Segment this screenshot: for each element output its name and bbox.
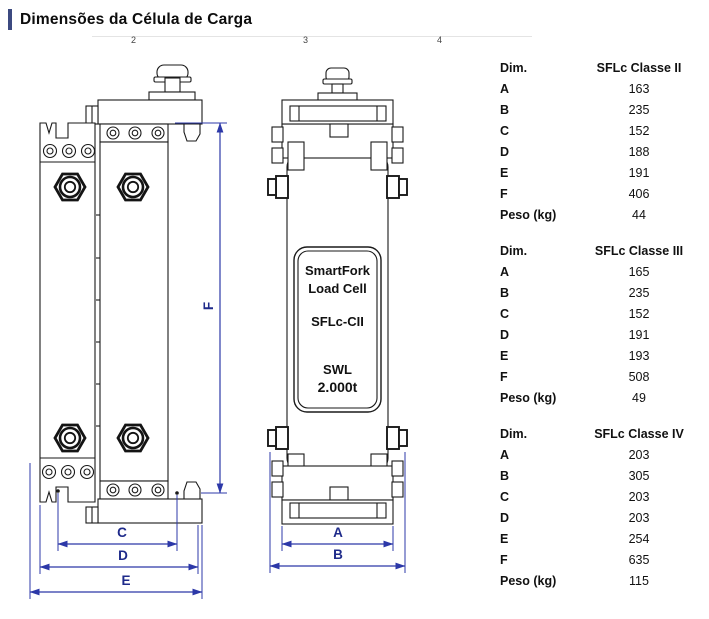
dim-value: 235: [628, 103, 650, 117]
dim-label: E: [500, 166, 509, 180]
table-row: [500, 142, 704, 163]
side-tab: [392, 461, 403, 476]
dim-value: 254: [628, 532, 650, 546]
nameplate: [294, 247, 381, 412]
dim-value: 203: [628, 448, 650, 462]
dim-value: 165: [628, 265, 650, 279]
dim-label: Peso (kg): [500, 391, 557, 405]
table-dim-header: Dim.: [500, 427, 528, 441]
table-row: [500, 388, 704, 409]
bottom-center-tab: [330, 487, 348, 500]
dim-value: 508: [628, 370, 650, 384]
table-row: [500, 121, 704, 142]
dim-value: 44: [632, 208, 646, 222]
ruler-mark-3: 3: [303, 35, 309, 45]
table-row: [500, 487, 704, 508]
dim-label: Peso (kg): [500, 574, 557, 588]
dim-label: A: [500, 448, 510, 462]
page-title: Dimensões da Célula de Carga: [20, 10, 253, 28]
dim-value: 203: [628, 490, 650, 504]
dim-label: E: [500, 532, 509, 546]
seam-ticks: [96, 215, 100, 426]
plug-lip: [323, 79, 352, 84]
side-tab: [272, 482, 283, 497]
dim-label: C: [500, 490, 510, 504]
dim-value: 163: [628, 82, 650, 96]
bottom-hook-tab: [184, 482, 200, 499]
dim-label: B: [500, 469, 510, 483]
table-row: [500, 262, 704, 283]
table-row: [500, 346, 704, 367]
table-row: [500, 304, 704, 325]
side-tab: [392, 148, 403, 163]
dim-value: 235: [628, 286, 650, 300]
dim-label: F: [500, 553, 508, 567]
front-view-drawing: [268, 68, 407, 573]
table-row: [500, 571, 704, 592]
table-row: [500, 367, 704, 388]
nameplate-brand-line1: SmartFork: [304, 263, 371, 278]
technical-drawing: [0, 50, 470, 619]
dim-label: D: [500, 328, 510, 342]
plug-stem: [332, 84, 343, 93]
table-class-header: SFLc Classe II: [596, 61, 682, 75]
dim-label: F: [500, 370, 508, 384]
nameplate-swl-value: 2.000t: [317, 379, 358, 395]
front-body-bottom-bolts: [107, 484, 164, 496]
table-row: [500, 184, 704, 205]
dim-label: F: [500, 187, 508, 201]
side-tab: [272, 461, 283, 476]
table-row: [500, 325, 704, 346]
top-center-tab: [330, 124, 348, 137]
top-slot: [290, 106, 386, 121]
side-view-drawing: [30, 65, 227, 599]
dim-label-f: F: [201, 301, 216, 311]
top-left-post: [288, 142, 304, 170]
dim-label: B: [500, 286, 510, 300]
dimension-F: [175, 123, 227, 493]
dim-label-b: B: [333, 547, 343, 562]
nameplate-model: SFLc-CII: [311, 314, 364, 329]
table-dim-header: Dim.: [500, 61, 528, 75]
dim-label: Peso (kg): [500, 208, 557, 222]
table-class-header: SFLc Classe III: [594, 244, 684, 258]
dim-label: B: [500, 103, 510, 117]
title-accent-bar: [8, 9, 12, 30]
dim-value: 49: [632, 391, 646, 405]
dim-value: 635: [628, 553, 650, 567]
page-header: [8, 9, 252, 30]
table-row: [500, 283, 704, 304]
dim-value: 203: [628, 511, 650, 525]
bottom-slot: [290, 503, 386, 518]
table-class-header: SFLc Classe IV: [594, 427, 684, 441]
table-row: [500, 445, 704, 466]
dim-value: 191: [628, 166, 650, 180]
dim-label-e: E: [121, 573, 131, 588]
dims-table-classe-iv: [500, 424, 704, 592]
dim-label: A: [500, 265, 510, 279]
table-row: [500, 508, 704, 529]
dim-label: E: [500, 349, 509, 363]
dim-value: 152: [628, 124, 650, 138]
plug-stem: [165, 78, 180, 92]
table-row: [500, 100, 704, 121]
front-body-top-bolts: [107, 127, 164, 139]
top-cap: [98, 100, 202, 124]
top-right-post: [371, 142, 387, 170]
dims-table-classe-ii: [500, 58, 704, 226]
dim-value: 152: [628, 307, 650, 321]
dim-label-d: D: [118, 548, 128, 563]
table-row: [500, 205, 704, 226]
dim-value: 191: [628, 328, 650, 342]
table-row: [500, 550, 704, 571]
dim-label: D: [500, 145, 510, 159]
side-tab: [392, 127, 403, 142]
table-row: [500, 79, 704, 100]
plug-base: [149, 92, 195, 100]
dim-label-a: A: [333, 525, 343, 540]
top-hook-tab: [184, 124, 200, 141]
dim-label: A: [500, 82, 510, 96]
bottom-cap: [98, 499, 202, 523]
table-header-row: [500, 241, 704, 262]
dim-value: 305: [628, 469, 650, 483]
dim-value: 188: [628, 145, 650, 159]
table-header-row: [500, 424, 704, 445]
side-tab: [392, 482, 403, 497]
side-tab: [272, 148, 283, 163]
dim-value: 406: [628, 187, 650, 201]
dimension-tables: [500, 58, 704, 607]
dim-label: C: [500, 124, 510, 138]
dim-label: C: [500, 307, 510, 321]
table-dim-header: Dim.: [500, 244, 528, 258]
ruler-mark-2: 2: [131, 35, 137, 45]
dims-table-classe-iii: [500, 241, 704, 409]
nameplate-swl-label: SWL: [323, 362, 352, 377]
ruler-line: [92, 36, 532, 37]
dim-label-c: C: [117, 525, 127, 540]
nameplate-brand-line2: Load Cell: [308, 281, 367, 296]
dim-label: D: [500, 511, 510, 525]
table-row: [500, 163, 704, 184]
table-header-row: [500, 58, 704, 79]
table-row: [500, 466, 704, 487]
ruler-mark-4: 4: [437, 35, 443, 45]
table-row: [500, 529, 704, 550]
side-tab: [272, 127, 283, 142]
dim-value: 115: [629, 574, 649, 588]
dim-value: 193: [628, 349, 650, 363]
